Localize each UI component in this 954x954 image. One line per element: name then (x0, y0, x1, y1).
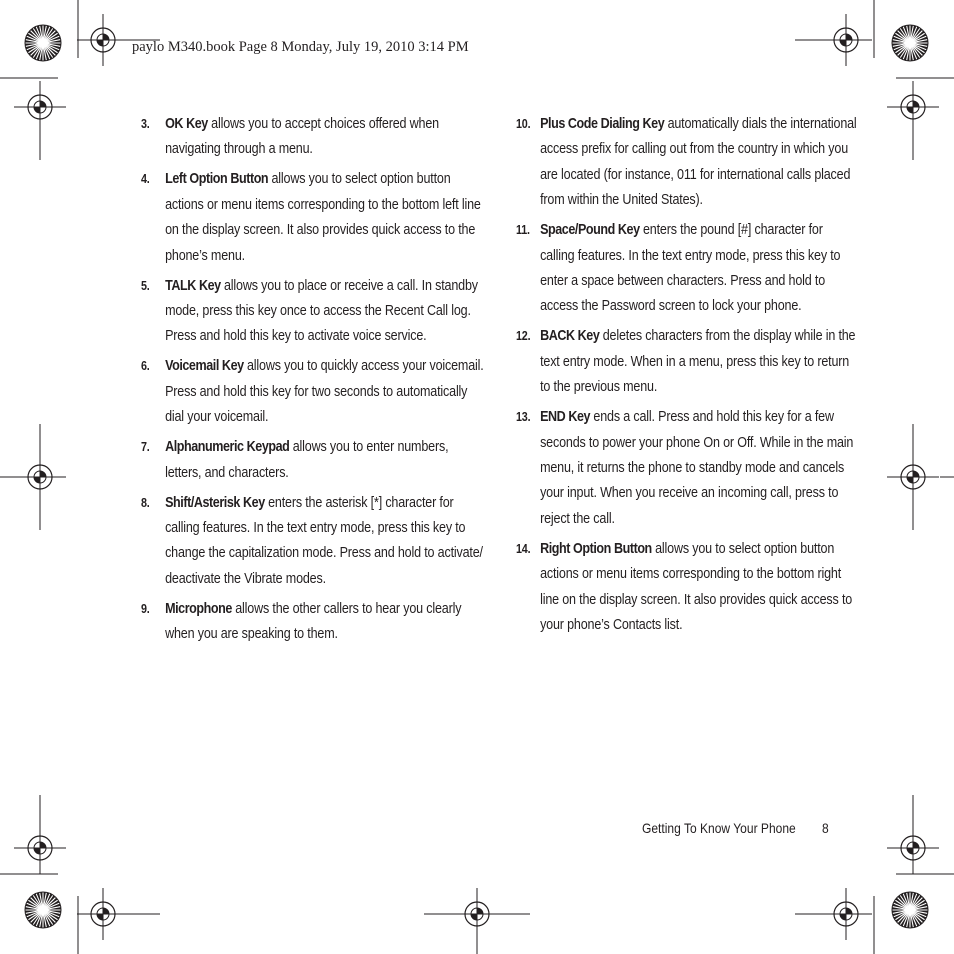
item-number: 8. (141, 495, 150, 510)
item-text: enters the asterisk [*] character for calling features. In the text entry mode, press this key to change the capitalization mode. Press and hold to activate/ deactivate the Vibrate modes. (165, 494, 483, 587)
item-term: BACK Key (540, 328, 600, 345)
list-item (141, 435, 487, 486)
list-item (516, 324, 860, 400)
list-item (516, 537, 860, 639)
item-text: allows you to quickly access your voicemail. Press and hold this key for two seconds to automatically dial your voicemail. (165, 358, 484, 426)
item-text: enters the pound [#] character for calling features. In the text entry mode, press this key to enter a space between characters. Press and hold to access the Password screen to lock your phone. (540, 222, 841, 315)
item-number: 3. (141, 117, 150, 131)
list-item (516, 218, 860, 320)
item-text: ends a call. Press and hold this key for a few seconds to power your phone On or Off. While in the main menu, it returns the phone to standby mode and cancels your input. When you receive an incoming call, press to reject the call. (540, 409, 854, 527)
item-term: OK Key (165, 116, 208, 132)
item-number: 9. (141, 601, 150, 616)
item-term: Left Option Button (165, 171, 269, 188)
item-text: allows you to place or receive a call. In standby mode, press this key once to access the Recent Call log. Press and hold this key to activate voice service. (165, 277, 478, 345)
item-term: Plus Code Dialing Key (540, 116, 665, 132)
item-term: Shift/Asterisk Key (165, 494, 265, 511)
list-item (141, 274, 487, 350)
footer-section-title: Getting To Know Your Phone (642, 820, 796, 836)
item-number: 5. (141, 278, 150, 293)
item-number: 13. (516, 410, 531, 425)
item-term: Microphone (165, 600, 232, 617)
item-number: 6. (141, 359, 150, 374)
item-number: 12. (516, 329, 531, 344)
item-text: allows you to enter numbers, letters, and characters. (165, 439, 449, 481)
item-term: Voicemail Key (165, 358, 244, 375)
list-item (516, 112, 860, 214)
item-number: 11. (516, 223, 530, 238)
item-term: END Key (540, 409, 591, 426)
item-term: Alphanumeric Keypad (165, 439, 290, 456)
item-number: 14. (516, 541, 531, 556)
list-item (141, 491, 487, 593)
item-number: 10. (516, 117, 531, 131)
list-item (141, 167, 487, 269)
right-column (516, 112, 857, 643)
item-term: Space/Pound Key (540, 222, 640, 239)
item-number: 7. (141, 440, 150, 455)
item-text: allows you to select option button actions or menu items corresponding to the bottom right line on the display screen. It also provides quick access to your phone’s Contacts list. (540, 540, 853, 634)
item-term: Right Option Button (540, 540, 652, 557)
left-column (141, 112, 484, 652)
list-item (141, 597, 487, 648)
item-text: deletes characters from the display while in the text entry mode. When in a menu, press this key to return to the previous menu. (540, 328, 856, 396)
item-text: allows the other callers to hear you clearly when you are speaking to them. (165, 600, 462, 643)
item-text: automatically dials the international access prefix for calling out from the country in which you are located (for instance, 011 for international calls placed from within the United States). (540, 116, 857, 209)
item-text: allows you to accept choices offered when navigating through a menu. (165, 116, 439, 158)
list-item (516, 405, 860, 532)
item-number: 4. (141, 172, 150, 187)
item-term: TALK Key (165, 277, 221, 294)
item-text: allows you to select option button actions or menu items corresponding to the bottom left line on the display screen. It also provides quick access to the phone’s menu. (165, 171, 481, 264)
list-item (141, 112, 487, 163)
print-slug: paylo M340.book Page 8 Monday, July 19, 2010 3:14 PM (132, 39, 469, 55)
list-item (141, 354, 487, 430)
page-number: 8 (822, 820, 829, 836)
